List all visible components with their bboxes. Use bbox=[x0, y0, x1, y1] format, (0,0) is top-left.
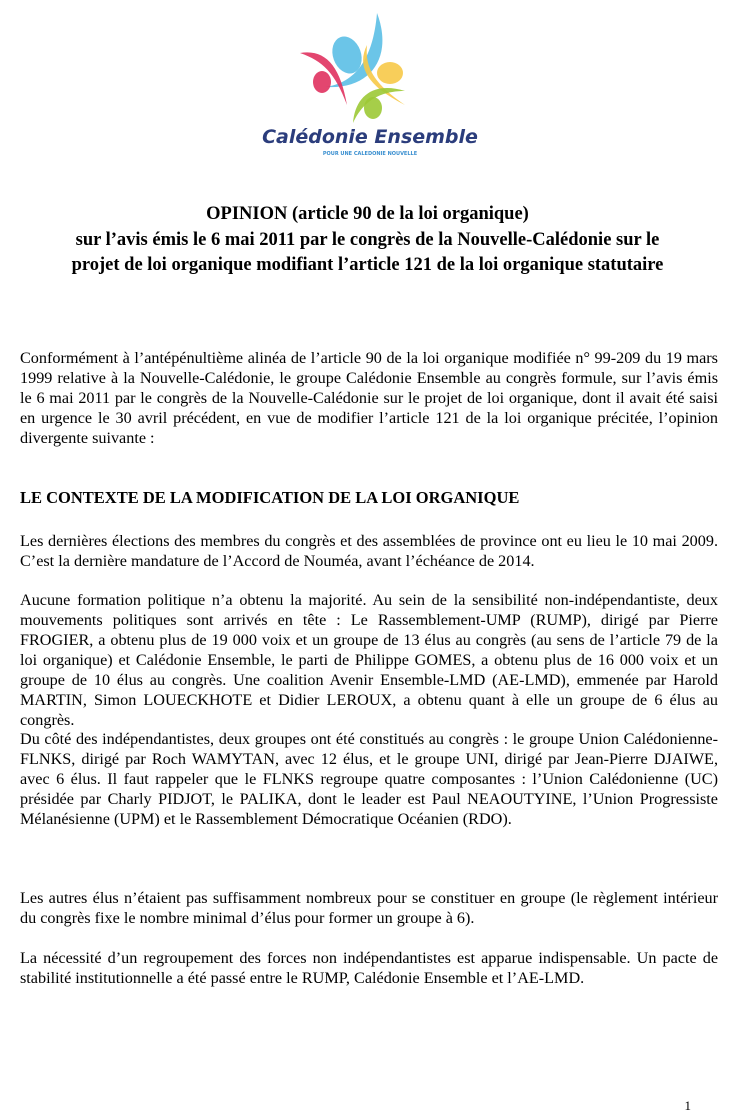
section-heading: LE CONTEXTE DE LA MODIFICATION DE LA LOI ORGANIQUE bbox=[20, 488, 520, 507]
title-line: sur l’avis émis le 6 mai 2011 par le congrès de la Nouvelle-Calédonie sur le bbox=[75, 229, 660, 250]
paragraph: Aucune formation politique n’a obtenu la majorité. Au sein de la sensibilité non-indépendantiste, deux mouvements politiques sont arrivés en tête : Le Rassemblement-UMP (RUMP), dirigé par Pierre FROGIER, a obtenu plus de 19 000 voix et un groupe de 13 élus au congrès (au sens de l’article 79 de la loi organique) et Calédonie Ensemble, le parti de Philippe GOMES, a obtenu plus de 16 000 voix et un groupe de 10 élus au congrès. Une coalition Avenir Ensemble-LMD (AE-LMD), emmenée par Harold MARTIN, Simon LOUECKHOTE et Didier LEROUX, a obtenu quant à elle un groupe de 6 élus au congrès. bbox=[20, 591, 718, 729]
logo-tagline: POUR UNE CALEDONIE NOUVELLE bbox=[322, 151, 418, 157]
intro-paragraph: Conformément à l’antépénultième alinéa de l’article 90 de la loi organique modifiée n° 99-209 du 19 mars 1999 relative à la Nouvelle-Calédonie, le groupe Calédonie Ensemble au congrès formule, sur l’avis émis le 6 mai 2011 par le congrès de la Nouvelle-Calédonie sur le projet de loi organique, dont il avait été saisi en urgence le 30 avril précédent, en vue de modifier l’article 121 de la loi organique précitée, l’opinion divergente suivante : bbox=[20, 349, 718, 447]
title-line: OPINION (article 90 de la loi organique) bbox=[206, 204, 529, 224]
paragraph: La nécessité d’un regroupement des forces non indépendantistes est apparue indispensable. Un pacte de stabilité institutionnelle a été passé entre le RUMP, Calédonie Ensemble et l’AE-LMD. bbox=[20, 949, 718, 987]
paragraph: Les autres élus n’étaient pas suffisamment nombreux pour se constituer en groupe (le règlement intérieur du congrès fixe le nombre minimal d’élus pour former un groupe à 6). bbox=[20, 889, 718, 927]
logo-name: Calédonie Ensemble bbox=[262, 126, 478, 148]
title-line: projet de loi organique modifiant l’article 121 de la loi organique statutaire bbox=[71, 255, 664, 275]
document-title bbox=[0, 202, 735, 279]
page-number: 1 bbox=[684, 1098, 691, 1113]
paragraph: Du côté des indépendantistes, deux groupes ont été constitués au congrès : le groupe Union Calédonienne-FLNKS, dirigé par Roch WAMYTAN, avec 12 élus, et le groupe UNI, dirigé par Jean-Pierre DJAIWE, avec 6 élus. Il faut rappeler que le FLNKS regroupe quatre composantes : l’Union Calédonienne (UC) présidée par Charly PIDJOT, le PALIKA, dont le leader est Paul NEAOUTYINE, l’Union Progressiste Mélanésienne (UPM) et le Rassemblement Démocratique Océanien (RDO). bbox=[20, 730, 718, 828]
paragraph: Les dernières élections des membres du congrès et des assemblées de province ont eu lieu le 10 mai 2009. C’est la dernière mandature de l’Accord de Nouméa, avant l’échéance de 2014. bbox=[20, 532, 718, 570]
calédonie-ensemble-logo bbox=[262, 5, 478, 160]
